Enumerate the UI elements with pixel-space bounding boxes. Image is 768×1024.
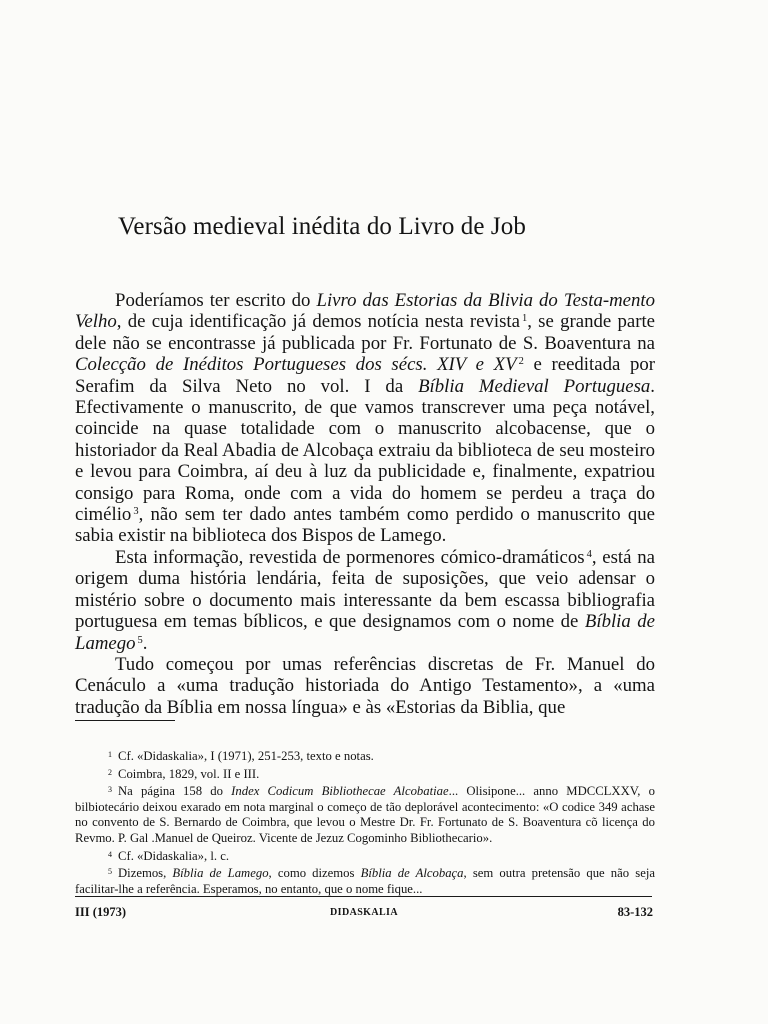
text-run: Cf. «Didaskalia», I (1971), 251-253, texto e notas. — [118, 749, 374, 763]
text-run: , sem outra pretensão que não seja facilitar-lhe a referência. Esperamos, no entanto, que o nome fique... — [75, 866, 655, 896]
text-run: . Efectivamente o manuscrito, de que vamos transcrever uma peça notável, coincide na quase totalidade com o manuscrito alcobacense, que o historiador da Real Abadia de Alcobaça extraiu da biblioteca de seu mosteiro e levou para Coimbra, aí deu à luz da publicidade e, finalmente, expatriou consigo para Roma, onde com a vida do homem se perdeu a traça do cimélio — [75, 375, 655, 526]
italic-title: Livro das Estorias da Blivia do Testa-mento Velho — [75, 290, 655, 333]
footer-rule — [75, 896, 652, 897]
footnotes — [75, 747, 655, 897]
text-run: Na página 158 do — [118, 784, 232, 799]
page-range: 83-132 — [617, 905, 653, 919]
text-run: Cf. «Didaskalia», l. c. — [118, 848, 229, 863]
italic-title: Colecção de Inéditos Portugueses dos sécs. XIV e XV — [75, 354, 517, 376]
text-run: ... Olisipone... anno MDCCLXXV, o bilbiotecário deixou exarado em nota marginal o começo de tão deplorável acontecimento: «O codice 349 achase no convento de S. Bernardo de Coimbra, que levou o Mestre Dr. Fr. Fortunato de S. Boaventura cõ licença do Revmo. P. Gal .Manuel de Queiroz. Vicente de Jezuz Cogominho Bibliothecario». — [75, 784, 655, 845]
text-run: Poderíamos ter escrito do — [115, 290, 317, 311]
body-paragraph-2 — [75, 547, 655, 654]
text-run: , de cuja identificação já demos notícia nesta revista — [116, 311, 520, 333]
journal-name: DIDASKALIA — [330, 907, 398, 918]
text-run: . — [142, 632, 148, 654]
text-run: , está na origem duma história lendária, feita de suposições, que veio adensar o mistério sobre o documento mais interessante da bem escassa bibliografia portuguesa em temas bíblicos, e que designamos com o nome de — [75, 546, 655, 633]
footnote-number: 5 — [108, 867, 112, 877]
text-run: e reeditada por Serafim da Silva Neto no vol. I da — [75, 354, 655, 397]
footnote-ref-2: 2 — [518, 356, 524, 368]
italic-title: Bíblia de Lamego — [172, 866, 269, 881]
footnote-number: 2 — [108, 767, 112, 777]
footnote-number: 4 — [108, 849, 112, 859]
footnote-number: 1 — [108, 750, 112, 759]
footnote-ref-1: 1 — [521, 313, 528, 325]
article-title: Versão medieval inédita do Livro de Job — [118, 213, 526, 240]
italic-title: Bíblia de Alcobaça — [360, 866, 464, 881]
text-run: Esta informação, revestida de pormenores cómico-dramáticos — [115, 546, 585, 568]
text-run: Coimbra, 1829, vol. II e III. — [118, 766, 260, 781]
footnote-ref-3: 3 — [133, 506, 139, 518]
text-run: , como dizemos — [268, 866, 361, 881]
footnote-1 — [75, 747, 655, 765]
footnote-ref-5: 5 — [137, 634, 143, 646]
footnote-number: 3 — [108, 785, 112, 795]
text-run: , não sem ter dado antes também como perdido o manuscrito que sabia existir na biblioteca dos Bispos de Lamego. — [75, 504, 655, 547]
body-paragraph-1 — [75, 290, 655, 547]
text-run: Dizemos, — [118, 866, 173, 881]
page-footer — [75, 905, 653, 921]
italic-title: Bíblia Medieval Portuguesa — [418, 375, 651, 397]
footnote-3 — [75, 782, 655, 846]
footnote-2 — [75, 765, 655, 783]
italic-title: Bíblia de Lamego — [75, 611, 655, 654]
footnote-ref-4: 4 — [586, 548, 592, 560]
article-body — [75, 290, 655, 718]
text-run: Tudo começou por umas referências discretas de Fr. Manuel do Cenáculo a «uma tradução historiada do Antigo Testamento», a «uma tradução da Bíblia em nossa língua» e às «Estorias da Biblia, que — [75, 653, 655, 718]
footnote-5 — [75, 864, 655, 897]
italic-title: Index Codicum Bibliothecae Alcobatiae — [231, 784, 449, 799]
footnote-4 — [75, 847, 655, 865]
issue-label: III (1973) — [75, 905, 127, 919]
text-run: , se grande parte dele não se encontrasse já publicada por Fr. Fortunato de S. Boaventura na — [75, 311, 655, 354]
body-paragraph-3 — [75, 654, 655, 718]
footnote-separator — [75, 720, 175, 721]
